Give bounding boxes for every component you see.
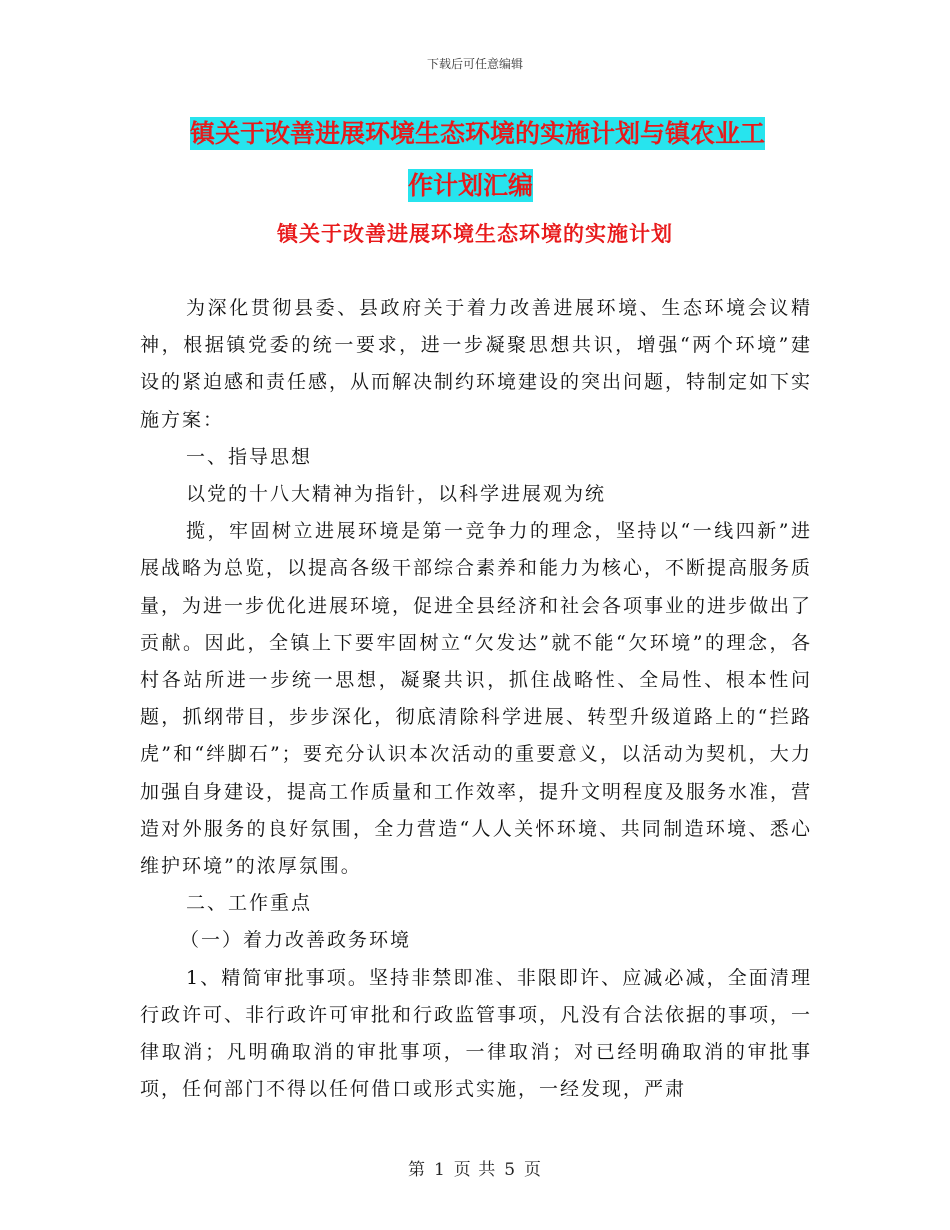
footer-middle: 页 共 <box>453 1160 497 1180</box>
subheading-government-environment: （一）着力改善政务环境 <box>180 929 412 952</box>
heading-work-focus: 二、工作重点 <box>186 892 313 915</box>
paragraph-guiding-body: 揽，牢固树立进展环境是第一竞争力的理念，坚持以“一线四新”进展战略为总览，以提高各级干部综合素养和能力为核心，不断提高服务质量，为进一步优化进展环境，促进全县经济和社会各项事业的进步做出了贡献。因此，全镇上下要牢固树立“欠发达”就不能“欠环境”的理念，各村各站所进一步统一思想，凝聚共识，抓住战略性、全局性、根本性问题，抓纲带目，步步深化，彻底清除科学进展、转型升级道路上的“拦路虎”和“绊脚石”；要充分认识本次活动的重要意义，以活动为契机，大力加强自身建设，提高工作质量和工作效率，提升文明程度及服务水准，营造对外服务的良好氛围，全力营造“人人关怀环境、共同制造环境、悉心维护环境”的浓厚氛围。 <box>140 520 813 878</box>
document-title-line-1 <box>190 108 810 160</box>
section-title: 镇关于改善进展环境生态环境的实施计划 <box>277 221 673 246</box>
document-body <box>140 290 812 1108</box>
document-title-line-2 <box>190 160 810 212</box>
footer-prefix: 第 <box>407 1160 426 1180</box>
paragraph-guiding-line: 以党的十八大精神为指针，以科学进展观为统 <box>186 483 607 506</box>
document-title <box>190 108 810 212</box>
footer-suffix: 页 <box>524 1160 543 1180</box>
paragraph-approval-items: 1、精简审批事项。坚持非禁即准、非限即许、应减必减，全面清理行政许可、非行政许可审批和行政监管事项，凡没有合法依据的事项，一律取消；凡明确取消的审批事项，一律取消；对已经明确取消的审批事项，任何部门不得以任何借口或形式实施，一经发现，严肃 <box>140 966 813 1101</box>
title-highlight: 镇关于改善进展环境生态环境的实施计划与镇农业工 <box>190 119 766 148</box>
current-page-number: 1 <box>433 1160 446 1180</box>
title-highlight: 作计划汇编 <box>408 171 534 200</box>
total-page-count: 5 <box>504 1160 517 1180</box>
heading-guiding-ideology: 一、指导思想 <box>186 445 313 468</box>
page-number-footer <box>0 1155 950 1180</box>
page-header-note: 下载后可任意编辑 <box>426 57 523 71</box>
paragraph-intro: 为深化贯彻县委、县政府关于着力改善进展环境、生态环境会议精神，根据镇党委的统一要求，进一步凝聚思想共识，增强“两个环境”建设的紧迫感和责任感，从而解决制约环境建设的突出问题，特制定如下实施方案： <box>140 297 813 431</box>
